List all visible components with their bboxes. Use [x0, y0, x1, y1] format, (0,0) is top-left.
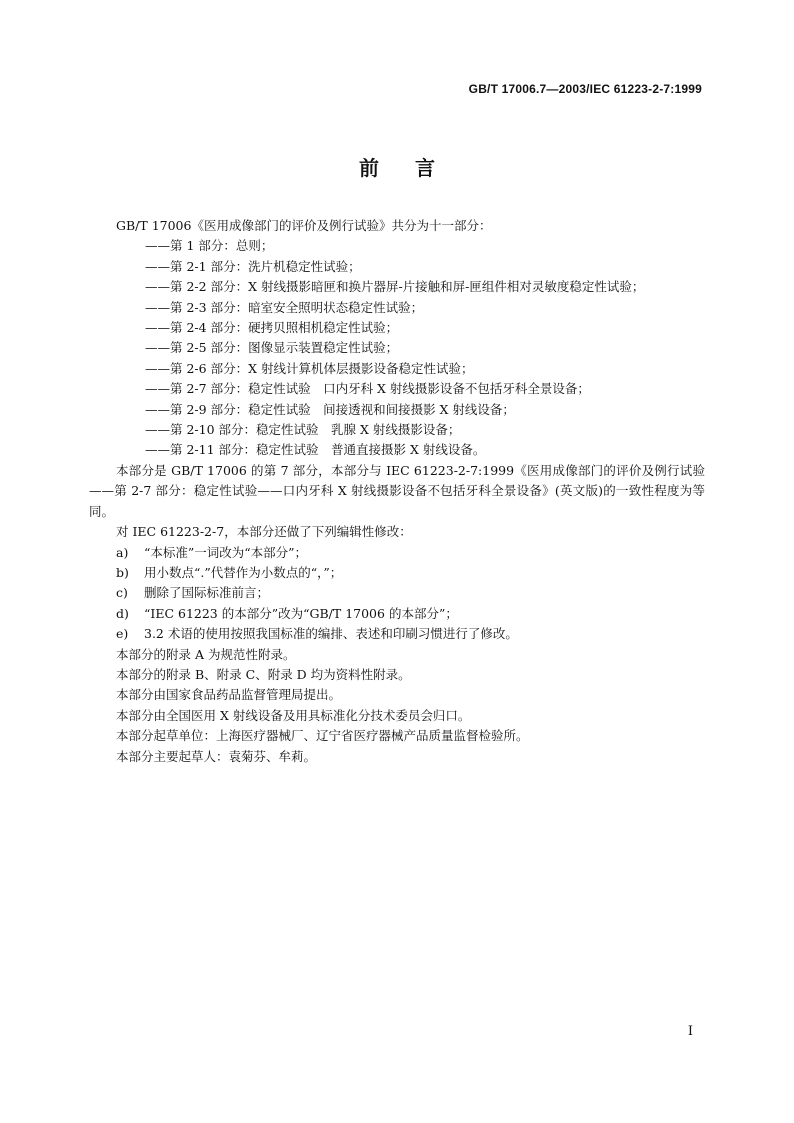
consistency-paragraph: 本部分是 GB/T 17006 的第 7 部分，本部分与 IEC 61223-2-7:1999《医用成像部门的评价及例行试验——第 2-7 部分：稳定性试验——口内牙科 X 射线摄影设备不包括牙科全景设备》(英文版)的一致性程度为等同。: [89, 462, 705, 519]
part-list-item: ——第 2-1 部分：洗片机稳定性试验；: [145, 258, 361, 274]
edit-item-text: “本标准”一词改为“本部分”；: [144, 544, 308, 560]
edit-item: [89, 624, 705, 644]
part-list-item: ——第 2-9 部分：稳定性试验 间接透视和间接摄影 X 射线设备；: [145, 401, 515, 417]
edit-item: [89, 563, 705, 583]
closing-paragraph: 本部分的附录 B、附录 C、附录 D 均为资料性附录。: [116, 666, 411, 682]
page-title: 前言: [359, 156, 471, 180]
closing-paragraph: 本部分主要起草人：袁菊芬、牟莉。: [116, 748, 317, 764]
intro-paragraph: GB/T 17006《医用成像部门的评价及例行试验》共分为十一部分：: [116, 218, 492, 233]
part-list-item: ——第 2-3 部分：暗室安全照明状态稳定性试验；: [145, 299, 424, 315]
part-list-item: ——第 2-2 部分：X 射线摄影暗匣和换片器屏-片接触和屏-匣组件相对灵敏度稳定性试验；: [145, 279, 645, 295]
edit-item-text: 3.2 术语的使用按照我国标准的编排、表述和印刷习惯进行了修改。: [144, 626, 518, 642]
edit-item-label: b): [116, 564, 129, 580]
edit-item-label: a): [116, 544, 129, 560]
part-list-item: ——第 2-6 部分：X 射线计算机体层摄影设备稳定性试验；: [145, 360, 474, 376]
edit-item-text: “IEC 61223 的本部分”改为“GB/T 17006 的本部分”；: [144, 605, 458, 621]
edit-item: [89, 604, 705, 624]
part-list-item: ——第 2-7 部分：稳定性试验 口内牙科 X 射线摄影设备不包括牙科全景设备；: [145, 381, 590, 397]
closing-paragraph: 本部分的附录 A 为规范性附录。: [116, 646, 296, 662]
edit-item-label: e): [116, 626, 129, 642]
foreword-body: [89, 216, 705, 767]
closing-paragraph: 本部分起草单位：上海医疗器械厂、辽宁省医疗器械产品质量监督检验所。: [116, 728, 529, 744]
closing-paragraph: 本部分由全国医用 X 射线设备及用具标准化分技术委员会归口。: [116, 707, 471, 723]
part-list-item: ——第 2-11 部分：稳定性试验 普通直接摄影 X 射线设备。: [145, 442, 486, 458]
edit-item-text: 用小数点“.”代替作为小数点的“，”；: [144, 564, 343, 580]
part-list-item: ——第 2-4 部分：硬拷贝照相机稳定性试验；: [145, 320, 399, 336]
part-list-item: ——第 2-10 部分：稳定性试验 乳腺 X 射线摄影设备；: [145, 422, 461, 438]
part-list-item: ——第 1 部分：总则；: [145, 238, 274, 254]
edit-item: [89, 583, 705, 603]
part-list-item: ——第 2-5 部分：图像显示装置稳定性试验；: [145, 340, 399, 356]
closing-paragraph: 本部分由国家食品药品监督管理局提出。: [116, 687, 342, 703]
edit-item: [89, 543, 705, 563]
edit-item-label: c): [116, 585, 128, 601]
edits-intro: 对 IEC 61223-2-7，本部分还做了下列编辑性修改：: [116, 524, 412, 540]
edit-item-label: d): [116, 605, 129, 621]
edit-item-text: 删除了国际标准前言；: [144, 585, 270, 601]
page-number: I: [687, 1024, 693, 1039]
standard-code-header: GB/T 17006.7—2003/IEC 61223-2-7:1999: [468, 82, 702, 96]
